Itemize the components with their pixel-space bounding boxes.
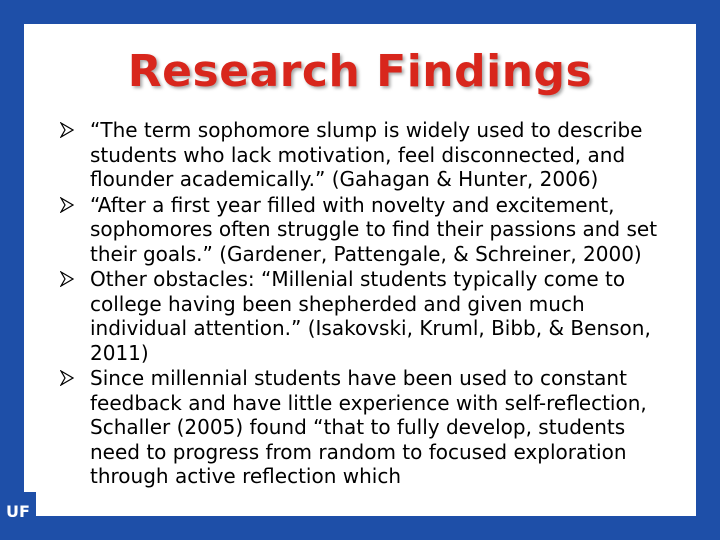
bullet-item: [60, 118, 670, 192]
bullet-text: Since millennial students have been used to constant feedback and have little experience with self-reflection, Schaller (2005) found “that to fully develop, students need to progress from random to focused exploration through active reflection which: [90, 366, 647, 488]
bullet-item: [60, 267, 670, 365]
arrow-bullet-icon: [60, 197, 74, 213]
arrow-bullet-icon: [60, 271, 74, 287]
arrow-bullet-icon: [60, 370, 74, 386]
bullet-list: [60, 118, 670, 490]
arrow-bullet-icon: [60, 122, 74, 138]
uf-logo: UF: [0, 492, 36, 540]
bullet-text: “The term sophomore slump is widely used to describe students who lack motivation, feel disconnected, and flounder academically.” (Gahagan & Hunter, 2006): [90, 118, 643, 191]
bullet-text: Other obstacles: “Millenial students typically come to college having been shepherded and given much individual attention.” (Isakovski, Kruml, Bibb, & Benson, 2011): [90, 267, 651, 365]
bullet-item: [60, 366, 670, 489]
slide-title: Research Findings: [127, 46, 593, 97]
bullet-text: “After a first year filled with novelty and excitement, sophomores often struggle to find their passions and set their goals.” (Gardener, Pattengale, & Schreiner, 2000): [90, 192, 658, 266]
bullet-item: [60, 193, 670, 267]
